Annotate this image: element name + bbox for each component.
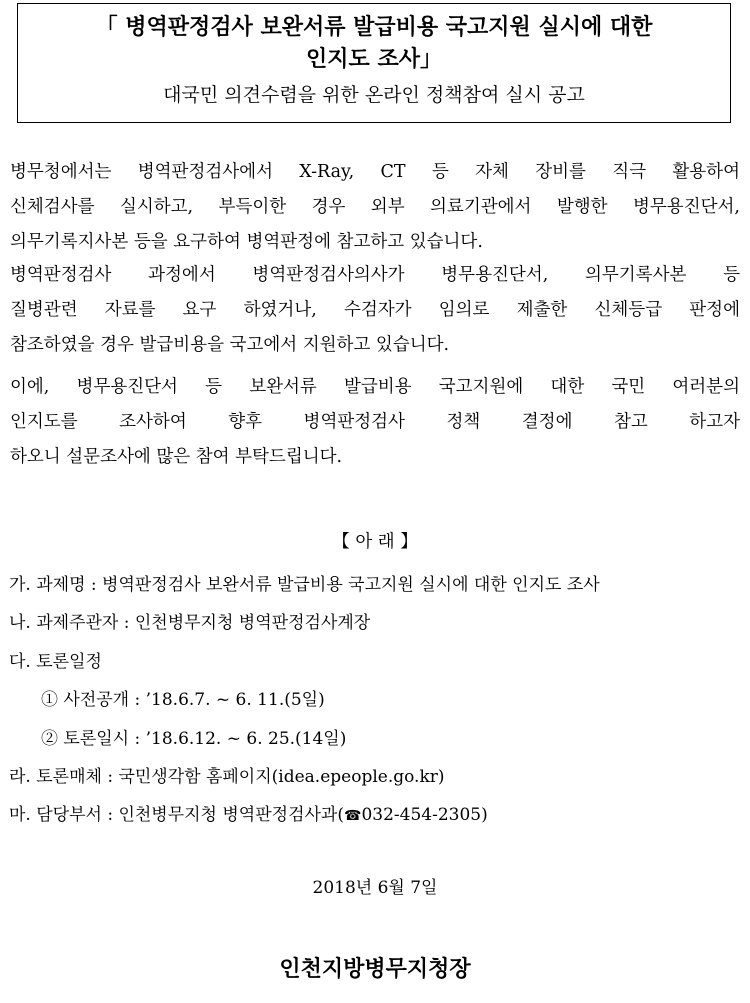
item-department-label: 마. 담당부서 : 인천병무지청 병역판정검사과( xyxy=(9,805,344,826)
paragraph-2-line-3: 참조하였을 경우 발급비용을 국고에서 지원하고 있습니다. xyxy=(10,335,450,355)
paragraph-2 xyxy=(10,258,740,363)
item-schedule-discussion: ② 토론일시 : ’18.6.12. ~ 6. 25.(14일) xyxy=(41,728,347,749)
paragraph-2-line-2: 질병관련 자료를 요구 하였거나, 수검자가 임의로 제출한 신체등급 판정에 xyxy=(10,300,740,320)
notice-items xyxy=(9,566,744,835)
paragraph-1 xyxy=(10,155,740,260)
paragraph-1-line-1: 병무청에서는 병역판정검사에서 X-Ray, CT 등 자체 장비를 직극 활용하여 xyxy=(10,162,740,182)
phone-icon: ☎ xyxy=(343,808,362,825)
paragraph-3-line-2: 인지도를 조사하여 향후 병역판정검사 정책 결정에 참고 하고자 xyxy=(10,412,740,432)
item-schedule-preview: ① 사전공개 : ’18.6.7. ~ 6. 11.(5일) xyxy=(41,690,325,711)
paragraph-2-line-1: 병역판정검사 과정에서 병역판정검사의사가 병무용진단서, 의무기록사본 등 xyxy=(10,265,740,285)
item-department-phone: 032-454-2305 xyxy=(361,805,482,826)
signature: 인천지방병무지청장 xyxy=(279,957,471,982)
paragraph-1-line-2: 신체검사를 실시하고, 부득이한 경우 외부 의료기관에서 발행한 병무용진단서, xyxy=(10,197,740,217)
paragraph-3-line-1: 이에, 병무용진단서 등 보완서류 발급비용 국고지원에 대한 국민 여러분의 xyxy=(10,377,740,397)
paragraph-3-line-3: 하오니 설문조사에 많은 참여 부탁드립니다. xyxy=(10,447,343,467)
paragraph-1-line-3: 의무기록지사본 등을 요구하여 병역판정에 참고하고 있습니다. xyxy=(10,232,483,252)
subtitle: 대국민 의견수렴을 위한 온라인 정책참여 실시 공고 xyxy=(163,84,585,106)
paragraph-3 xyxy=(10,370,740,475)
item-department xyxy=(9,796,744,834)
title-line-2: 인지도 조사」 xyxy=(306,47,442,72)
title-box xyxy=(17,3,731,123)
notice-heading: 【 아 래 】 xyxy=(332,532,418,552)
title-line-1: 「 병역판정검사 보완서류 발급비용 국고지원 실시에 대한 xyxy=(95,15,653,40)
item-department-close: ) xyxy=(481,805,488,826)
item-task-owner: 나. 과제주관자 : 인천병무지청 병역판정검사계장 xyxy=(9,613,371,634)
item-medium: 라. 토론매체 : 국민생각함 홈페이지(idea.epeople.go.kr) xyxy=(9,766,445,787)
document-date: 2018년 6월 7일 xyxy=(312,878,438,898)
item-task-name: 가. 과제명 : 병역판정검사 보완서류 발급비용 국고지원 실시에 대한 인지도 조사 xyxy=(9,575,600,595)
item-schedule: 다. 토론일정 xyxy=(9,651,102,672)
